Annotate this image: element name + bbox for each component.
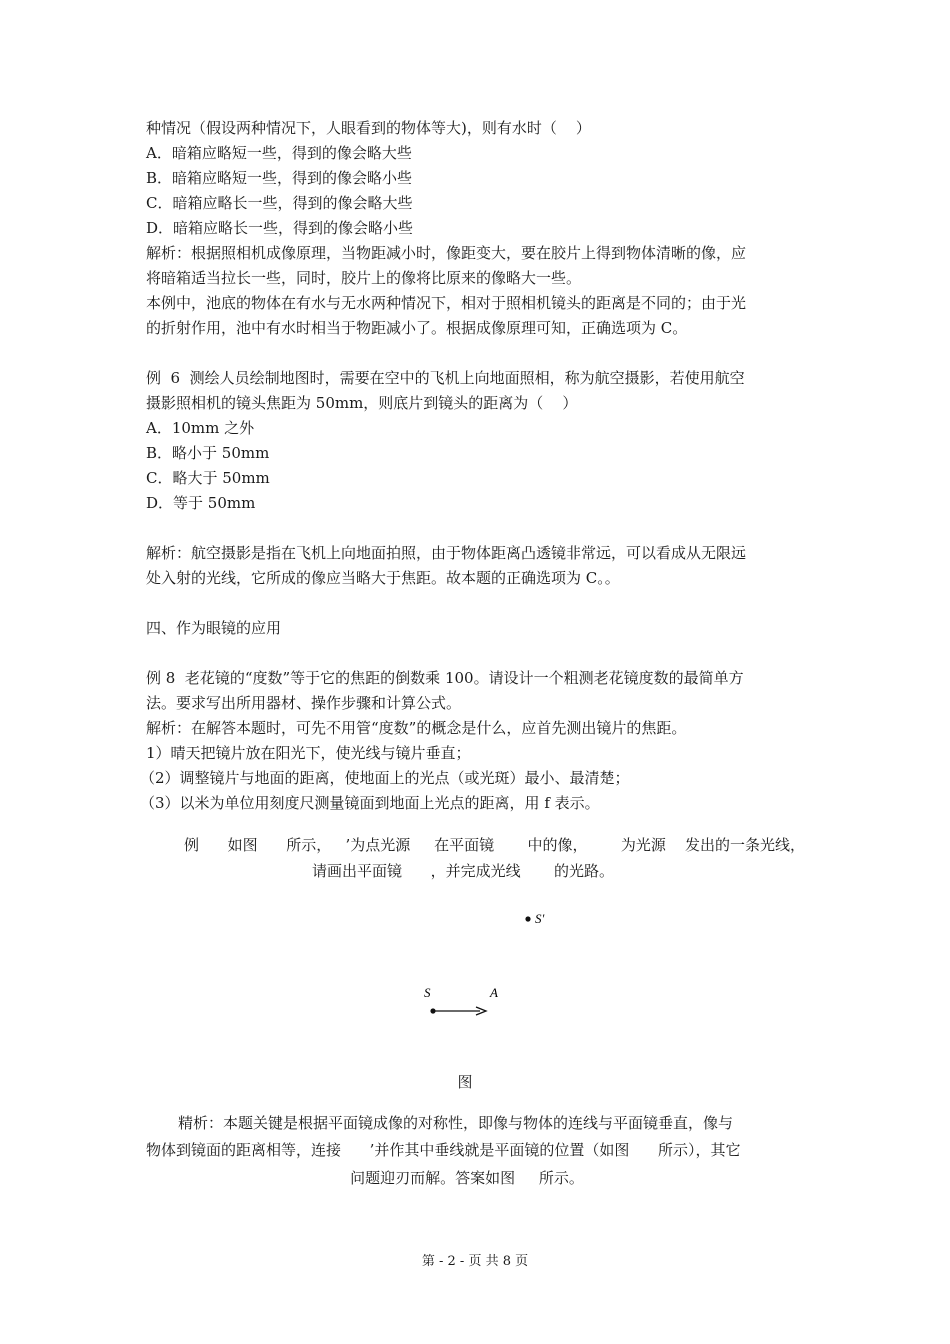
analysis-line: 的折射作用，池中有水时相当于物距减小了。根据成像原理可知，正确选项为 C。: [146, 319, 688, 337]
analysis-line: 解析：航空摄影是指在飞机上向地面拍照，由于物体距离凸透镜非常远，可以看成从无限远: [146, 544, 747, 562]
option-d: D．等于 50mm: [146, 494, 256, 512]
option-a: A．暗箱应略短一些，得到的像会略大些: [146, 144, 412, 162]
page-footer: 第 - 2 - 页 共 8 页: [421, 1254, 529, 1269]
option-b: B．暗箱应略短一些，得到的像会略小些: [146, 169, 413, 187]
figure-caption: 图: [457, 1073, 473, 1091]
image-point-s-prime: [525, 916, 530, 921]
analysis-line: 本例中，池底的物体在有水与无水两种情况下，相对于照相机镜头的距离是不同的；由于光: [146, 294, 747, 312]
option-c: C．略大于 50mm: [146, 469, 270, 487]
solution-line: 精析：本题关键是根据平面镜成像的对称性，即像与物体的连线与平面镜垂直，像与: [178, 1114, 734, 1132]
solution-line: 物体到镜面的距离相等，连接 ’并作其中垂线就是平面镜的位置（如图 所示），其它: [146, 1141, 741, 1159]
solution-line: 问题迎刃而解。答案如图 所示。: [350, 1169, 584, 1187]
light-source-diagram: [410, 905, 550, 1025]
analysis-line: 将暗箱适当拉长一些，同时，胶片上的像将比原来的像略大一些。: [146, 269, 582, 287]
option-c: C．暗箱应略长一些，得到的像会略大些: [146, 194, 413, 212]
a-label: A: [490, 985, 498, 1000]
analysis-line: 解析：根据照相机成像原理，当物距减小时，像距变大，要在胶片上得到物体清晰的像，应: [146, 244, 747, 262]
s-prime-label: S′: [535, 911, 545, 926]
example-8-line: 解析：在解答本题时，可先不用管“度数”的概念是什么，应首先测出镜片的焦距。: [146, 719, 687, 737]
question-stem: 种情况（假设两种情况下，人眼看到的物体等大)，则有水时（ ）: [146, 119, 591, 137]
option-a: A．10mm 之外: [146, 419, 255, 437]
option-b: B．略小于 50mm: [146, 444, 270, 462]
mirror-example-line: 请画出平面镜 ，并完成光线 的光路。: [312, 862, 614, 880]
example-8-line: 1）晴天把镜片放在阳光下，使光线与镜片垂直；: [146, 744, 471, 762]
example-6-stem: 例 6 测绘人员绘制地图时，需要在空中的飞机上向地面照相，称为航空摄影，若使用航空: [146, 369, 745, 387]
example-8-line: （2）调整镜片与地面的距离，使地面上的光点（或光斑）最小、最清楚；: [140, 769, 630, 787]
analysis-line: 处入射的光线，它所成的像应当略大于焦距。故本题的正确选项为 C。。: [146, 569, 620, 587]
example-8-line: 法。要求写出所用器材、操作步骤和计算公式。: [146, 694, 462, 712]
mirror-example-line: 例 如图 所示， ’为点光源 在平面镜 中的像， 为光源 发出的一条光线，: [184, 836, 805, 854]
example-6-stem: 摄影照相机的镜头焦距为 50mm，则底片到镜头的距离为（ ）: [146, 394, 578, 412]
section-heading: 四、作为眼镜的应用: [146, 619, 282, 637]
s-label: S: [424, 985, 431, 1000]
option-d: D．暗箱应略长一些，得到的像会略小些: [146, 219, 414, 237]
example-8-line: （3）以米为单位用刻度尺测量镜面到地面上光点的距离，用 f 表示。: [140, 794, 600, 812]
example-8-line: 例 8 老花镜的“度数”等于它的焦距的倒数乘 100。请设计一个粗测老花镜度数的最简单方: [146, 669, 744, 687]
